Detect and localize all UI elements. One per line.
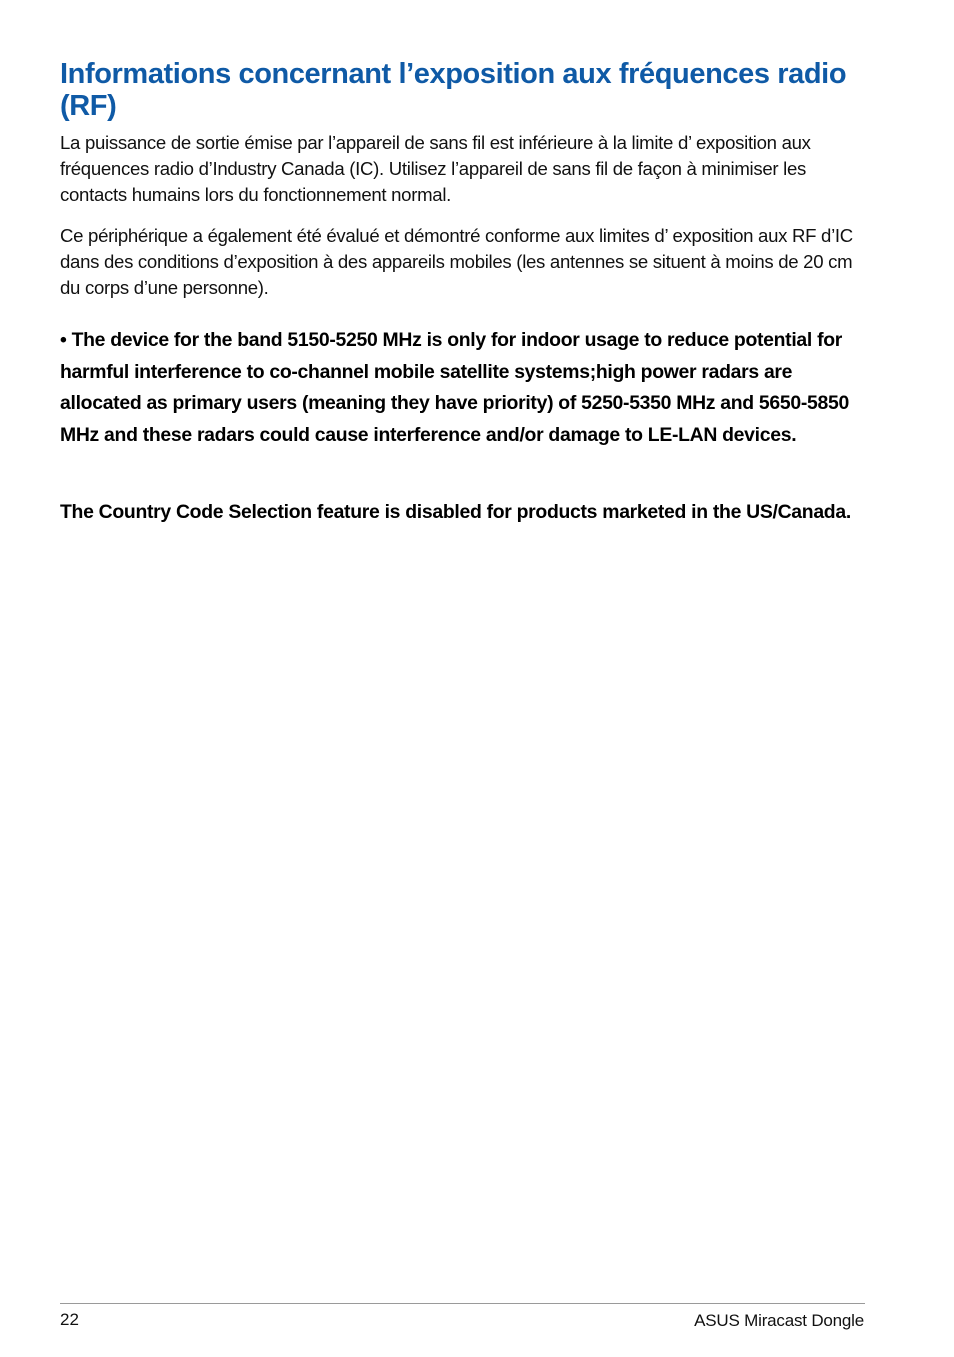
rf-limits-paragraph: Ce périphérique a également été évalué et démontré conforme aux limites d’ exposition aux RF d’IC dans des conditions d’exposition à des appareils mobiles (les antennes se situent à moins de 20 cm du corps d’une personne). [60,225,853,298]
indoor-usage-notice: • The device for the band 5150-5250 MHz is only for indoor usage to reduce potential for harmful interference to co-channel mobile satellite systems;high power radars are allocated as primary users (meaning they have priority) of 5250-5350 MHz and 5650-5850 MHz and these radars could cause interference and/or damage to LE-LAN devices. [60,329,849,446]
country-code-notice: The Country Code Selection feature is disabled for products marketed in the US/Canada. [60,501,851,523]
footer-divider [60,1303,865,1304]
document-page [60,0,875,1357]
page-number: 22 [60,1310,79,1329]
rf-output-paragraph: La puissance de sortie émise par l’appareil de sans fil est inférieure à la limite d’ exposition aux fréquences radio d’Industry Canada (IC). Utilisez l’appareil de sans fil de façon à minimiser les contacts humains lors du fonctionnement normal. [60,132,811,205]
product-name: ASUS Miracast Dongle [694,1311,864,1330]
section-title: Informations concernant l’exposition aux fréquences radio (RF) [60,58,847,122]
